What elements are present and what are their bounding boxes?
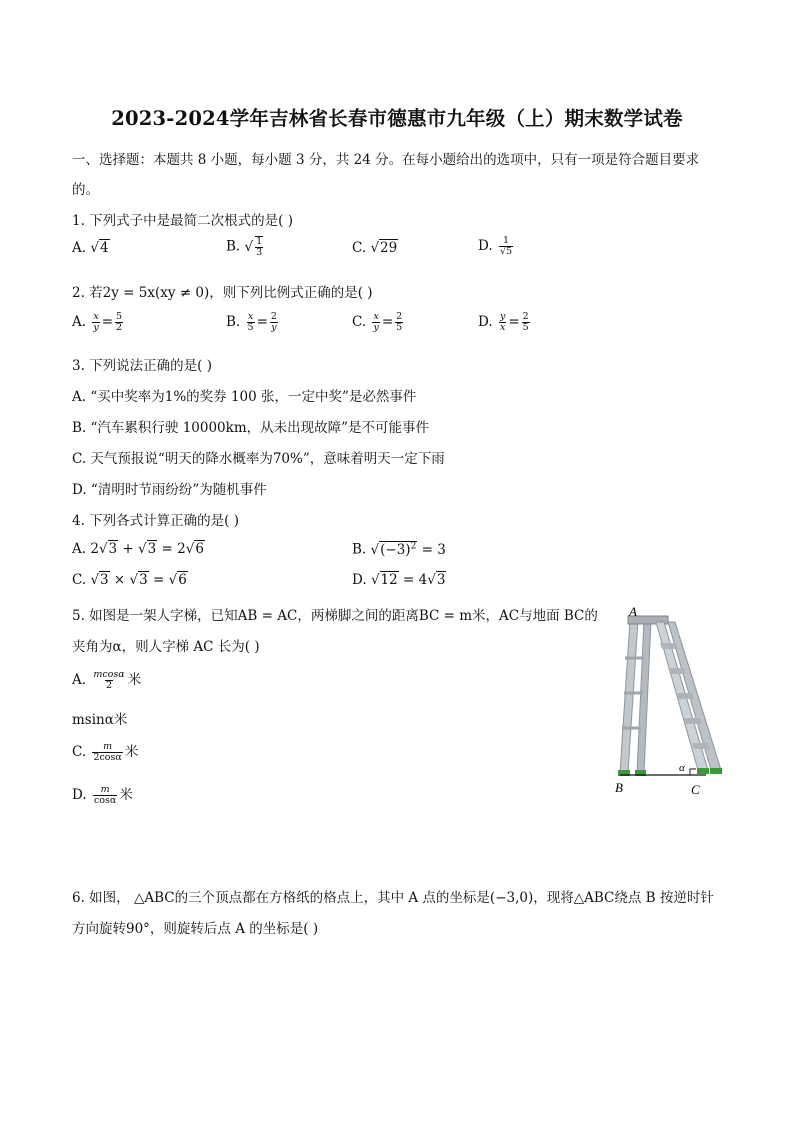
q5-option-c bbox=[72, 740, 138, 763]
question-5-stem: 5. 如图是一架人字梯，已知AB = AC，两梯脚之间的距离BC = m米，AC与地面 BC的 bbox=[72, 608, 598, 624]
q1-option-b bbox=[226, 236, 265, 258]
q5-option-d bbox=[72, 783, 133, 806]
q4-option-a bbox=[72, 541, 205, 557]
math-expr: $\frac{m}{2\cos\alpha}$ bbox=[93, 741, 122, 763]
option-label: C. bbox=[72, 744, 87, 760]
question-5-stem-cont: 夹角为α，则人字梯 AC 长为( ) bbox=[72, 639, 260, 655]
question-4-stem: 4. 下列各式计算正确的是( ) bbox=[72, 513, 239, 529]
ladder-figure bbox=[598, 598, 758, 803]
unit-text: 米 bbox=[124, 744, 139, 760]
stem-text: ，则下列比例式正确的是( ) bbox=[209, 285, 373, 301]
math-expr: $\frac{y}{x}$ bbox=[499, 311, 506, 333]
q3-option-c: C. 天气预报说“明天的降水概率为70%”，意味着明天一定下雨 bbox=[72, 451, 445, 467]
math-expr: √29 bbox=[370, 240, 398, 256]
math-expr: $\frac{x}{y}$ bbox=[93, 311, 99, 333]
option-label: A. bbox=[72, 672, 87, 688]
option-label: D. bbox=[352, 572, 367, 588]
option-label: C. bbox=[72, 572, 87, 588]
label-b: B bbox=[615, 780, 623, 795]
q2-option-b: B. $\frac{x}{5}$ = $\frac{2}{y}$ bbox=[226, 311, 277, 333]
math-expr: $\frac{m}{\cos\alpha}$ bbox=[93, 784, 117, 806]
question-3-stem: 3. 下列说法正确的是( ) bbox=[72, 358, 212, 374]
option-label: C. bbox=[352, 314, 367, 330]
option-label: B. bbox=[352, 541, 367, 558]
unit-text: 米 bbox=[127, 672, 142, 688]
math-expr: √12 = 4√3 bbox=[370, 572, 446, 588]
math-expr: $\frac{2}{5}$ bbox=[396, 311, 403, 333]
math-expr: 2√3 + √3 = 2√6 bbox=[90, 541, 204, 557]
option-label: B. bbox=[226, 238, 241, 255]
label-c: C bbox=[691, 782, 700, 797]
question-6-stem: 6. 如图， △ABC的三个顶点都在方格纸的格点上，其中 A 点的坐标是(−3,0)，现将△ABC绕点 B 按逆时针 bbox=[72, 890, 714, 906]
option-label: D. bbox=[478, 314, 493, 330]
q3-option-b: B. “汽车累积行驶 10000km，从未出现故障”是不可能事件 bbox=[72, 420, 430, 436]
math-expr: √4 bbox=[90, 240, 109, 256]
q1-option-d bbox=[478, 236, 515, 257]
q1-option-a bbox=[72, 240, 110, 256]
q4-option-c bbox=[72, 572, 188, 588]
section-heading: 一、选择题：本题共 8 小题，每小题 3 分，共 24 分。在每小题给出的选项中，只有一项是符合题目要求 bbox=[72, 152, 700, 168]
unit-text: 米 bbox=[119, 787, 133, 803]
option-label: B. bbox=[226, 314, 241, 330]
option-label: A. bbox=[72, 240, 87, 256]
question-1-stem: 1. 下列式子中是最简二次根式的是( ) bbox=[72, 213, 293, 229]
question-6-stem-cont: 方向旋转90°，则旋转后点 A 的坐标是( ) bbox=[72, 921, 319, 937]
q4-option-b bbox=[352, 541, 446, 558]
q5-option-b: msinα米 bbox=[72, 712, 128, 728]
option-label: D. bbox=[478, 238, 493, 254]
q5-option-a bbox=[72, 668, 141, 691]
label-a: A bbox=[629, 604, 637, 619]
math-expr: $\frac{5}{2}$ bbox=[116, 311, 123, 333]
section-heading-cont: 的。 bbox=[72, 182, 99, 198]
q2-option-c: C. $\frac{x}{y}$ = $\frac{2}{5}$ bbox=[352, 311, 403, 333]
option-label: D. bbox=[72, 787, 87, 803]
math-expr: $\frac{x}{5}$ bbox=[247, 311, 254, 333]
page-title: 2023-2024学年吉林省长春市德惠市九年级（上）期末数学试卷 bbox=[111, 107, 683, 130]
stem-text: 2. 若 bbox=[72, 285, 103, 301]
q4-option-d bbox=[352, 572, 446, 588]
option-label: C. bbox=[352, 240, 367, 256]
math-expr: √3 × √3 = √6 bbox=[90, 572, 187, 588]
ladder-illustration bbox=[618, 616, 722, 776]
math-expr: $\frac{2}{5}$ bbox=[522, 311, 529, 333]
question-2-stem bbox=[72, 281, 373, 301]
option-label: A. bbox=[72, 314, 87, 330]
math-expr: $\frac{x}{y}$ bbox=[373, 311, 379, 333]
q3-option-d: D. “清明时节雨纷纷”为随机事件 bbox=[72, 482, 267, 498]
math-expr: $√(-3)^2 = 3$ bbox=[370, 541, 446, 558]
math-expr: $\frac{2}{y}$ bbox=[270, 311, 277, 333]
q1-option-c bbox=[352, 240, 398, 256]
q2-option-a: A. $\frac{x}{y}$ = $\frac{5}{2}$ bbox=[72, 311, 123, 333]
q2-option-d: D. $\frac{y}{x}$ = $\frac{2}{5}$ bbox=[478, 311, 529, 333]
label-alpha: α bbox=[679, 762, 685, 774]
math-expr: 2y = 5x(xy ≠ 0) bbox=[102, 285, 210, 301]
q3-option-a: A. “买中奖率为1%的奖券 100 张，一定中奖”是必然事件 bbox=[72, 389, 417, 405]
math-expr: $\frac{mcos\alpha}{2}$ bbox=[93, 669, 125, 691]
math-expr: √ $\frac{1}{3}$ bbox=[244, 236, 263, 258]
option-label: A. bbox=[72, 541, 87, 557]
math-expr: $\frac{1}{√5}$ bbox=[499, 235, 513, 257]
